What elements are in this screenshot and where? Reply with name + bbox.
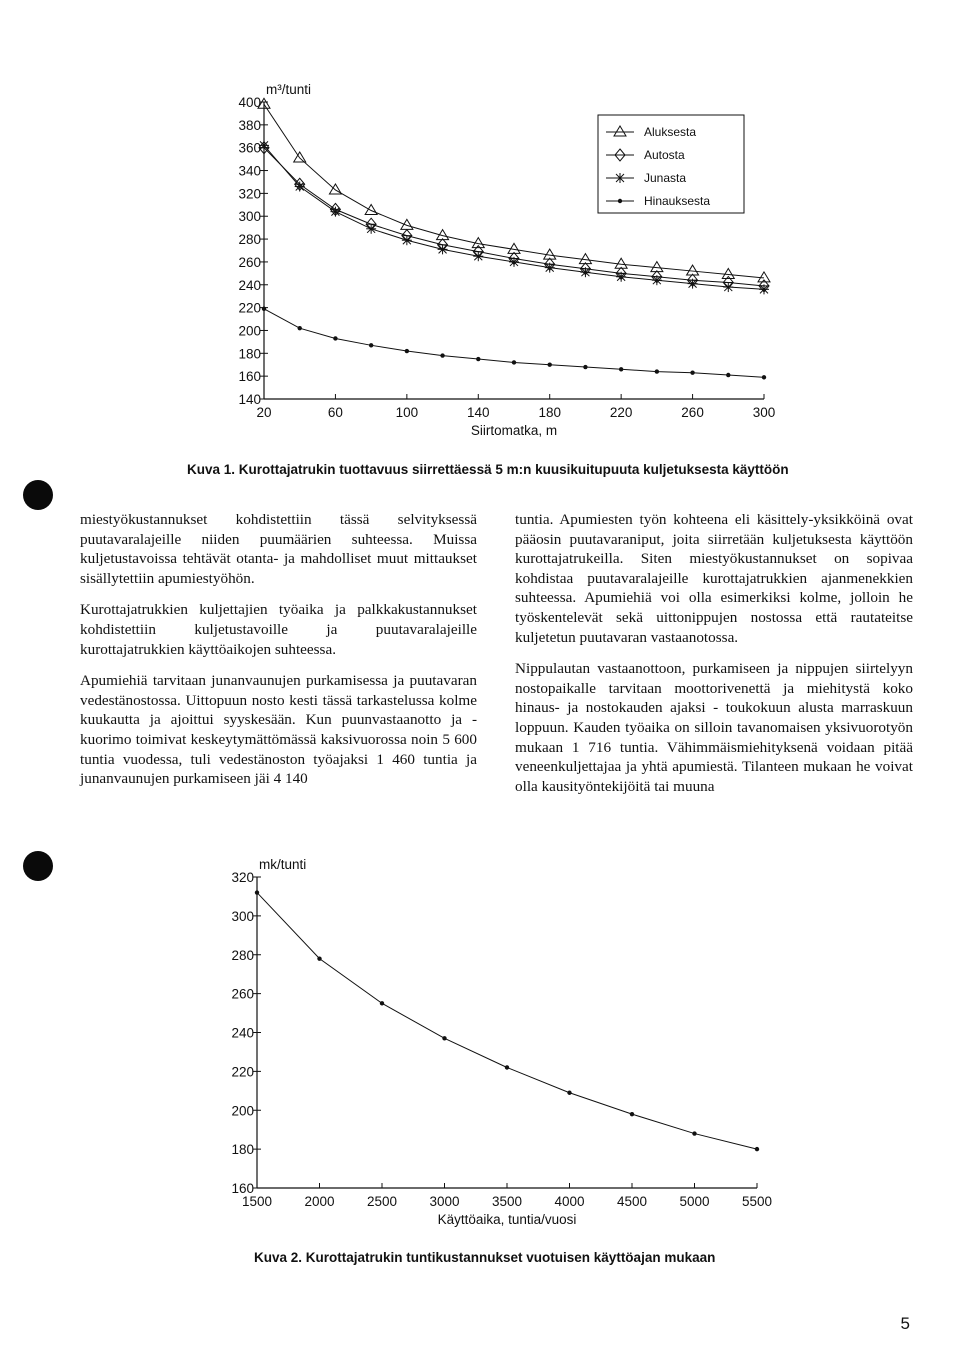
x-tick-label: 220 [609, 405, 633, 420]
x-tick-label: 2500 [366, 1194, 398, 1209]
data-point [580, 267, 590, 277]
data-point [294, 152, 306, 162]
dot-marker-shape [380, 1001, 384, 1005]
dot-marker-shape [548, 363, 552, 367]
x-tick-label: 20 [256, 405, 272, 420]
data-point [259, 140, 269, 150]
y-axis-label: m³/tunti [266, 82, 312, 97]
data-point [652, 275, 662, 285]
x-tick-label: 5500 [741, 1194, 773, 1209]
data-point [548, 363, 552, 367]
data-point [317, 956, 321, 960]
data-point [330, 207, 340, 217]
legend-entry: Autosta [644, 148, 685, 162]
data-point [405, 349, 409, 353]
dot-marker-shape [369, 343, 373, 347]
legend-entry: Junasta [644, 171, 687, 185]
data-point [380, 1001, 384, 1005]
dot-marker-shape [405, 349, 409, 353]
dot-marker-shape [298, 326, 302, 330]
data-point [545, 263, 555, 273]
data-point [366, 224, 376, 234]
dot-marker-shape [505, 1065, 509, 1069]
x-tick-label: 180 [538, 405, 561, 420]
data-point [401, 219, 413, 229]
y-tick-label: 200 [231, 1103, 254, 1119]
y-tick-label: 340 [238, 163, 261, 179]
dot-marker-shape [630, 1112, 634, 1116]
x-tick-label: 4500 [616, 1194, 648, 1209]
x-axis-label: Siirtomatka, m [470, 423, 558, 438]
y-tick-label: 320 [231, 870, 254, 885]
x-tick-label: 2000 [304, 1194, 335, 1209]
data-point [295, 182, 305, 192]
data-point [512, 360, 516, 364]
x-tick-label: 260 [681, 405, 704, 420]
data-point [619, 367, 623, 371]
dot-marker-shape [567, 1091, 571, 1095]
data-point [690, 371, 694, 375]
x-axis-label: Käyttöaika, tuntia/vuosi [437, 1212, 577, 1227]
data-point [255, 890, 259, 894]
x-tick-label: 5000 [679, 1194, 710, 1209]
dot-marker-shape [333, 336, 337, 340]
y-tick-label: 260 [231, 986, 254, 1002]
series-line-cost [257, 893, 757, 1150]
y-tick-label: 280 [238, 232, 261, 248]
y-tick-label: 160 [231, 1181, 254, 1196]
data-point [298, 326, 302, 330]
dot-marker-shape [690, 371, 694, 375]
binder-hole-top [23, 480, 53, 510]
x-tick-label: 3500 [491, 1194, 523, 1209]
series-line-hinauksesta [264, 309, 764, 378]
x-tick-label: 3000 [429, 1194, 460, 1209]
chart-productivity [0, 0, 960, 460]
y-tick-label: 220 [231, 1064, 254, 1080]
y-tick-label: 240 [238, 277, 261, 293]
data-point [692, 1131, 696, 1135]
dot-marker-shape [512, 360, 516, 364]
data-point [402, 235, 412, 245]
data-point [726, 373, 730, 377]
y-tick-label: 300 [231, 908, 254, 924]
legend-marker [615, 173, 625, 183]
x-tick-label: 4000 [554, 1194, 585, 1209]
dot-marker-shape [255, 890, 259, 894]
x-tick-label: 1500 [241, 1194, 273, 1209]
data-point [688, 279, 698, 289]
triangle-marker-shape [401, 219, 413, 229]
data-point [755, 1147, 759, 1151]
text-column-right [515, 510, 913, 808]
data-point [369, 343, 373, 347]
chart-hourly-cost [0, 850, 960, 1240]
data-point [509, 257, 519, 267]
dot-marker-shape [317, 956, 321, 960]
paragraph: Apumiehiä tarvitaan junanvaunujen purkamisessa ja puutavaran vedestänostossa. Uittopuun nosto kesti tässä tarkastelussa kolme kuukautta ja ajoittui syyskesään. Kun puunvastaanotto ja -kuorimo toimivat keskeytymättömässä kaksivuorossa noin 5 600 tuntia vuodessa, tuli vedestänoston työajaksi 1 460 tuntia ja junanvaunujen purkamiseen jäi 4 140 [80, 672, 477, 788]
figure-2-caption: Kuva 2. Kurottajatrukin tuntikustannukset vuotuisen käyttöajan mukaan [254, 1250, 716, 1265]
data-point [616, 272, 626, 282]
dot-marker-shape [755, 1147, 759, 1151]
paragraph: Kurottajatrukkien kuljettajien työaika ja palkkakustannukset kohdistettiin kuljetustavoille ja puutavaralajeille kurottajatrukkien käyttöaikojen suhteessa. [80, 601, 477, 658]
y-tick-label: 160 [238, 369, 261, 385]
y-tick-label: 400 [238, 95, 261, 110]
y-tick-label: 300 [238, 209, 261, 225]
y-tick-label: 240 [231, 1025, 254, 1041]
data-point [262, 307, 266, 311]
x-tick-label: 60 [327, 405, 343, 420]
data-point [438, 244, 448, 254]
y-tick-label: 180 [238, 346, 261, 362]
x-tick-label: 300 [752, 405, 776, 420]
dot-marker-shape [440, 353, 444, 357]
y-tick-label: 260 [238, 254, 261, 270]
y-tick-label: 380 [238, 117, 261, 133]
dot-marker-shape [618, 199, 622, 203]
data-point [505, 1065, 509, 1069]
dot-marker-shape [442, 1036, 446, 1040]
data-point [476, 357, 480, 361]
y-tick-label: 200 [238, 323, 261, 339]
paragraph: miestyökustannukset kohdistettiin tässä selvityksessä puutavaralajeille niiden puumäärien suhteessa. Muissa kuljetustavoissa tehtävät otanta- ja mahdolliset muut mittaukset sisällytettiin apumiestyöhön. [80, 511, 477, 587]
data-point [762, 375, 766, 379]
dot-marker-shape [655, 369, 659, 373]
dot-marker-shape [762, 375, 766, 379]
paragraph: tuntia. Apumiesten työn kohteena eli käsittely-yksikköinä ovat pääosin puutavaraniput, joita siirretään kuljetuksesta käyttöön kurottajatrukeilla. Siten miestyökustannukset on sopivaa kohdistaa puutavaralajeille kurottajatrukkien ajanmenekkien suhteessa. Apumiehiä voi olla esimerkiksi kolme, jolloin he työskentelevät sekä uittonippujen nostossa että rautateitse kuljetetun puutavaran vastaanotossa. [515, 511, 913, 646]
data-point [365, 205, 377, 215]
data-point [723, 282, 733, 292]
dot-marker-shape [692, 1131, 696, 1135]
y-tick-label: 320 [238, 186, 261, 202]
data-point [759, 284, 769, 294]
y-tick-label: 180 [231, 1142, 254, 1158]
paragraph: Nippulautan vastaanottoon, purkamiseen ja nippujen siirtelyyn nostopaikalle tarvitaan moottorivenettä ja miehitystä koko hinaus- ja nostokauden ajaksi - toukokuun alusta marraskuun loppuun. Kauden työaika on silloin tavanomaisen yksivuorotyön mukaan 1 716 tuntia. Vähimmäismiehityksenä voidaan pitää veneenkuljettajaa ja yhtä apumiestä. Tilanteen mukaan he voivat olla kausityöntekijöitä tai muuna [515, 660, 913, 795]
triangle-marker-shape [365, 205, 377, 215]
text-column-left [80, 510, 477, 801]
data-point [473, 251, 483, 261]
dot-marker-shape [726, 373, 730, 377]
y-tick-label: 280 [231, 947, 254, 963]
page-number: 5 [900, 1314, 910, 1333]
legend-entry: Hinauksesta [644, 194, 711, 208]
data-point [583, 365, 587, 369]
data-point [655, 369, 659, 373]
x-tick-label: 100 [395, 405, 419, 420]
data-point [630, 1112, 634, 1116]
y-tick-label: 140 [238, 392, 261, 407]
dot-marker-shape [583, 365, 587, 369]
data-point [333, 336, 337, 340]
y-axis-label: mk/tunti [259, 857, 307, 872]
dot-marker-shape [476, 357, 480, 361]
x-tick-label: 140 [467, 405, 490, 420]
triangle-marker-shape [294, 152, 306, 162]
y-tick-label: 360 [238, 140, 261, 156]
legend-marker [618, 199, 622, 203]
dot-marker-shape [262, 307, 266, 311]
data-point [440, 353, 444, 357]
dot-marker-shape [619, 367, 623, 371]
y-tick-label: 220 [238, 300, 261, 316]
data-point [442, 1036, 446, 1040]
legend-entry: Aluksesta [644, 125, 697, 139]
figure-1-caption: Kuva 1. Kurottajatrukin tuottavuus siirrettäessä 5 m:n kuusikuitupuuta kuljetuksesta käyttöön [187, 462, 789, 477]
data-point [567, 1091, 571, 1095]
